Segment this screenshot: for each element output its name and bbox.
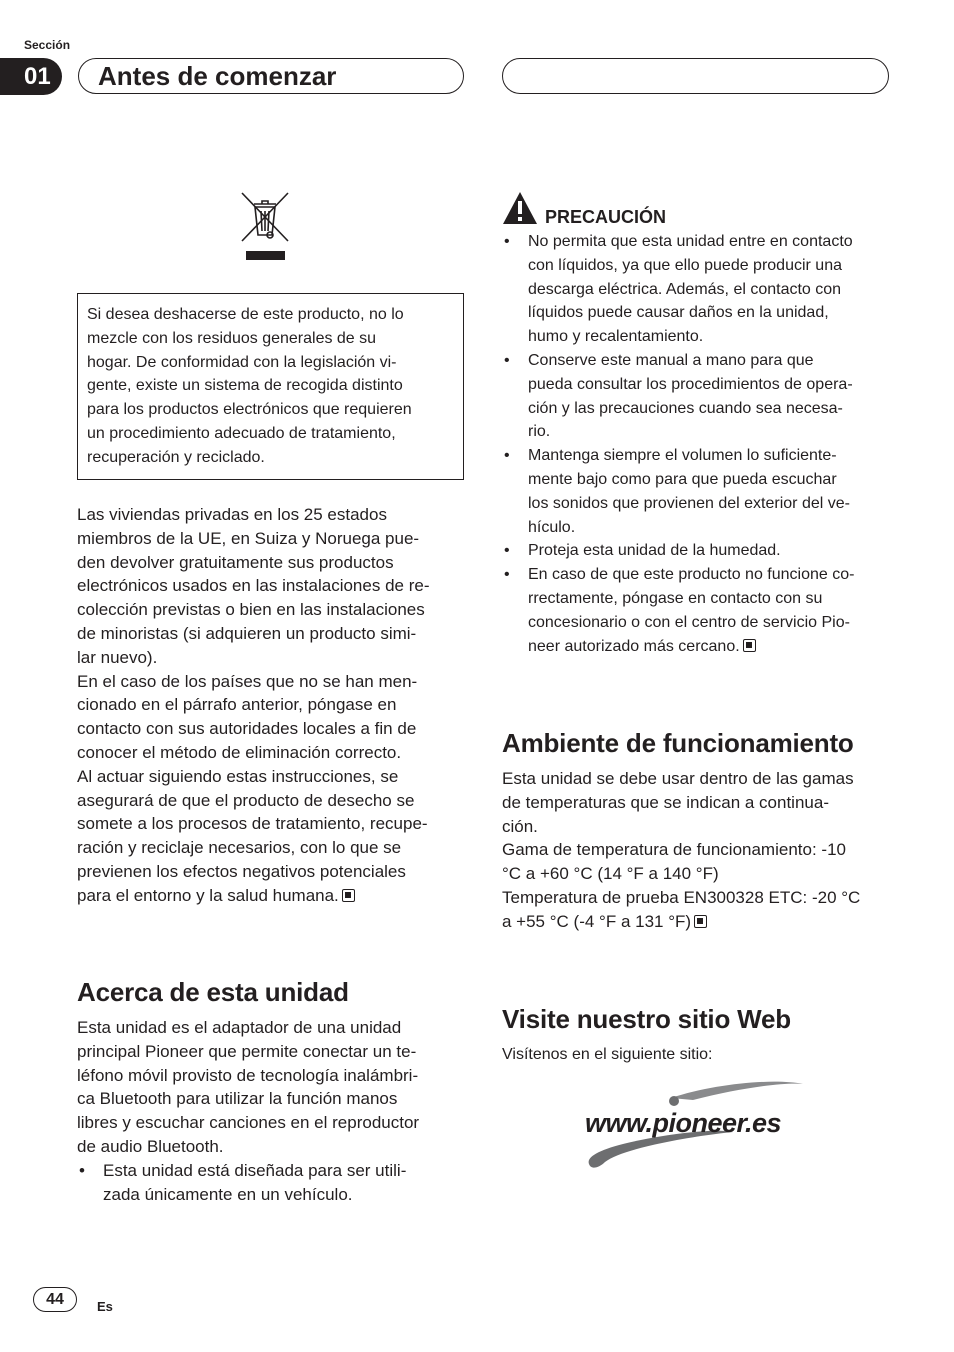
text-line: un procedimiento adecuado de tratamiento, [87, 424, 396, 442]
text-line: rio. [528, 423, 551, 441]
about-heading: Acerca de esta unidad [77, 977, 349, 1007]
text-line: Esta unidad es el adaptador de una unidad [77, 1018, 402, 1037]
text-line: • Conserve este manual a mano para que [528, 351, 814, 369]
about-bullet [77, 1159, 467, 1207]
caution-item [502, 444, 894, 539]
text-line: • Esta unidad está diseñada para ser utili- [103, 1160, 407, 1180]
text-line: para los productos electrónicos que requieren [87, 401, 412, 419]
text-line: de audio Bluetooth. [77, 1136, 224, 1156]
text-line: principal Pioneer que permite conectar un te- [77, 1041, 417, 1061]
weee-body-text [77, 503, 467, 908]
pioneer-website-logo[interactable] [583, 1078, 809, 1174]
text-line: colección previstas o bien en las instalaciones [77, 600, 425, 620]
text-line: mezcle con los residuos generales de su [87, 329, 377, 347]
website-heading: Visite nuestro sitio Web [502, 1004, 791, 1034]
text-line: de minoristas (si adquieren un producto simi- [77, 623, 417, 643]
text-line: pueda consultar los procedimientos de opera- [528, 375, 853, 393]
website-url[interactable]: www.pioneer.es [585, 1108, 782, 1138]
text-line: previenen los efectos negativos potenciales [77, 861, 406, 881]
text-line: hículo. [528, 518, 576, 536]
text-line: contacto con sus autoridades locales a fin de [77, 719, 417, 739]
text-line: ción. [502, 816, 538, 836]
text-line: conocer el método de eliminación correcto. [77, 742, 402, 762]
text-line: somete a los procesos de tratamiento, recupe- [77, 814, 428, 834]
text-line: En el caso de los países que no se han men- [77, 671, 418, 691]
weee-notice-box [77, 293, 464, 480]
text-line: léfono móvil provisto de tecnología inalámbri- [77, 1065, 419, 1085]
text-line: de temperaturas que se indican a continua- [502, 792, 829, 812]
text-line: los sonidos que provienen del exterior del ve- [528, 494, 850, 512]
text-line: Si desea deshacerse de este producto, no lo [87, 306, 404, 323]
caution-item [502, 563, 894, 658]
text-line: • Proteja esta unidad de la humedad. [528, 542, 781, 560]
text-line: ración y reciclaje necesarios, con lo que se [77, 838, 402, 858]
text-line: a +55 °C (-4 °F a 131 °F) [502, 910, 894, 934]
text-line: den devolver gratuitamente sus productos [77, 552, 394, 572]
text-line: concesionario o con el centro de servicio Pio- [528, 613, 850, 631]
environment-body-text [502, 767, 894, 934]
text-line: rrectamente, póngase en contacto con su [528, 589, 823, 607]
text-line: Temperatura de prueba EN300328 ETC: -20 °C [502, 887, 861, 907]
caution-title: PRECAUCIÓN [545, 207, 667, 227]
text-line: para el entorno y la salud humana. [77, 884, 467, 908]
text-line: descarga eléctrica. Además, el contacto con [528, 280, 842, 298]
end-of-section-icon [694, 915, 707, 928]
text-line: cionado en el párrafo anterior, póngase en [77, 695, 397, 715]
text-line: Al actuar siguiendo estas instrucciones, se [77, 766, 399, 786]
warning-triangle-icon [502, 191, 538, 225]
text-line: Las viviendas privadas en los 25 estados [77, 505, 387, 524]
text-line: hogar. De conformidad con la legislación vi- [87, 353, 397, 371]
text-line: mente bajo como para que pueda escuchar [528, 470, 837, 488]
environment-heading: Ambiente de funcionamiento [502, 728, 854, 758]
website-intro: Visítenos en el siguiente sitio: [502, 1046, 713, 1063]
text-line: asegurará de que el producto de desecho se [77, 790, 415, 810]
text-line: electrónicos usados en las instalaciones de re- [77, 576, 430, 596]
chapter-title-empty-pill [502, 58, 889, 94]
text-line: libres y escuchar canciones en el reproductor [77, 1113, 420, 1133]
caution-list [502, 230, 894, 658]
text-line: recuperación y reciclado. [87, 448, 265, 466]
chapter-title: Antes de comenzar [78, 58, 464, 94]
text-line: • Mantenga siempre el volumen lo suficiente- [528, 447, 837, 465]
crossed-out-wheelie-bin-icon [240, 191, 290, 261]
text-line: gente, existe un sistema de recogida distinto [87, 377, 403, 395]
about-body-text [77, 1016, 467, 1206]
text-line: ción y las precauciones cuando sea necesa- [528, 399, 843, 417]
end-of-section-icon [342, 889, 355, 902]
text-line: miembros de la UE, en Suiza y Noruega pue- [77, 528, 420, 548]
text-line: con líquidos, ya que ello puede producir una [528, 256, 842, 274]
text-line: Esta unidad se debe usar dentro de las gamas [502, 769, 854, 788]
caution-item [502, 230, 894, 349]
text-line: Gama de temperatura de funcionamiento: -10 [502, 840, 846, 860]
text-line: zada únicamente en un vehículo. [103, 1184, 353, 1204]
text-line: líquidos puede causar daños en la unidad, [528, 304, 829, 322]
section-number-badge: 01 [0, 58, 62, 95]
text-line: neer autorizado más cercano. [528, 635, 894, 659]
page-number: 44 [33, 1287, 77, 1312]
caution-item [502, 349, 894, 444]
section-label: Sección [24, 38, 71, 52]
end-of-section-icon [743, 639, 756, 652]
language-code: Es [97, 1299, 113, 1314]
text-line: • No permita que esta unidad entre en contacto [528, 233, 853, 250]
text-line: humo y recalentamiento. [528, 328, 704, 346]
text-line: °C a +60 °C (14 °F a 140 °F) [502, 864, 719, 884]
text-line: • En caso de que este producto no funcione co- [528, 566, 855, 584]
text-line: lar nuevo). [77, 647, 158, 667]
caution-item [502, 539, 894, 563]
text-line: ca Bluetooth para utilizar la función manos [77, 1089, 398, 1109]
